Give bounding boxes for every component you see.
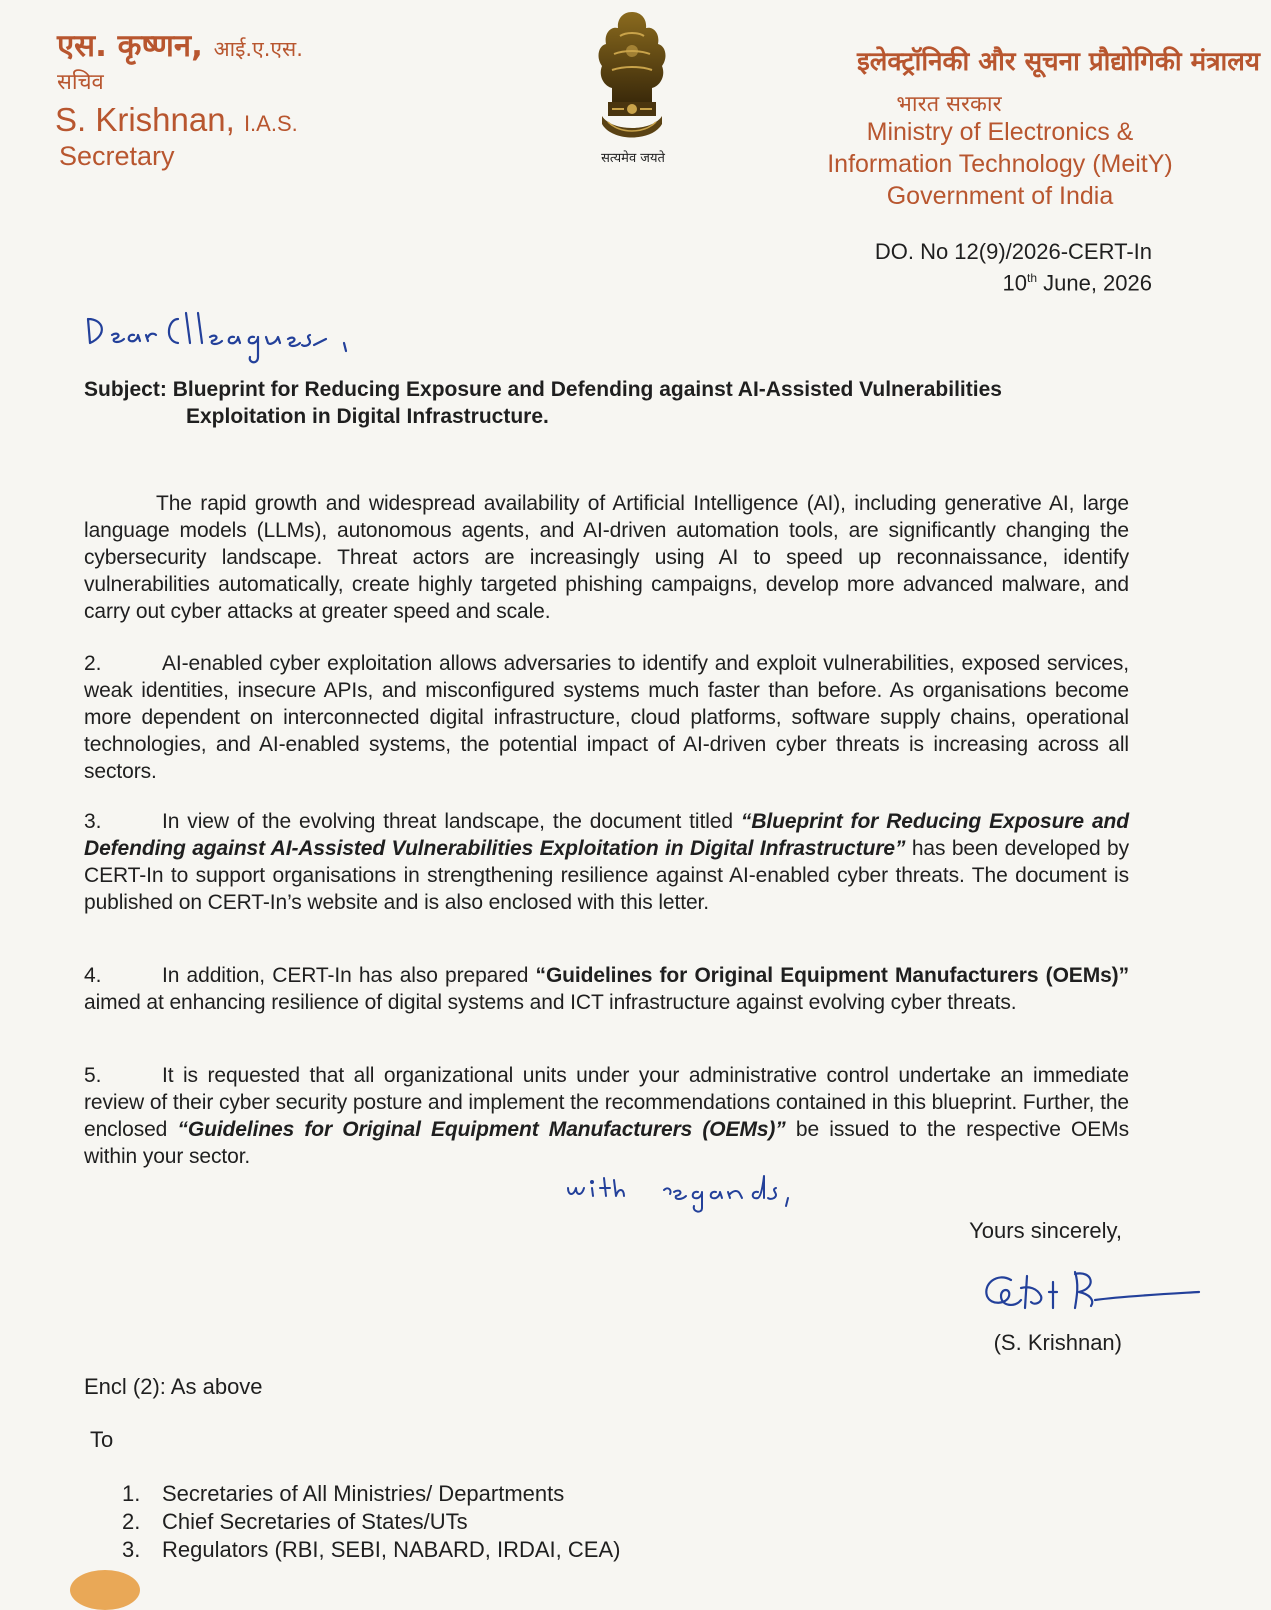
hindi-title: सचिव <box>57 70 104 95</box>
subject-text-line-2: Exploitation in Digital Infrastructure. <box>186 405 549 428</box>
closing: Yours sincerely, <box>969 1218 1122 1243</box>
english-name: S. Krishnan, I.A.S. <box>55 101 298 138</box>
to-label: To <box>90 1427 114 1452</box>
letter-date: 10th June, 2026 <box>1002 270 1152 296</box>
do-number: DO. No 12(9)/2026-CERT-In <box>874 239 1152 264</box>
ministry-line-2: Information Technology (MeitY) <box>827 150 1173 178</box>
enclosure-note: Encl (2): As above <box>84 1374 263 1399</box>
english-title: Secretary <box>59 141 175 171</box>
ministry-name-hindi: इलेक्ट्रॉनिकी और सूचना प्रौद्योगिकी मंत्रालय <box>856 47 1260 77</box>
paragraph-3: 3. In view of the evolving threat landscape, the document titled “Blueprint for Reducing Exposure and Defending against AI-Assisted Vulnerabilities Exploitation in Digital Infrastructure” has been developed by CERT-In to support organisations in strengthening resilience against AI-enabled cyber threats. The document is published on CERT-In’s website and is also enclosed with this letter. <box>84 810 1130 914</box>
subject-label: Subject: <box>84 378 173 401</box>
state-emblem-icon <box>582 6 682 146</box>
oem-guidelines-title: “Guidelines for Original Equipment Manufacturers (OEMs)” <box>535 964 1129 987</box>
signer-name: (S. Krishnan) <box>993 1330 1122 1355</box>
hindi-ias: आई.ए.एस. <box>213 37 303 61</box>
paragraph-number: 4. <box>84 964 102 987</box>
paragraph-5: 5. It is requested that all organizational units under your administrative control undertake an immediate review of their cyber security posture and implement the recommendations contained in this blueprint. Further, the enclosed “Guidelines for Original Equipment Manufacturers (OEMs)” be issued to the respective OEMs within your sector. <box>84 1064 1129 1168</box>
paragraph-number: 2. <box>84 652 102 675</box>
ministry-line-1: Ministry of Electronics & <box>866 118 1134 146</box>
government-name-hindi: भारत सरकार <box>896 92 1002 117</box>
recipient-list <box>122 1480 620 1564</box>
paragraph-2: 2. AI-enabled cyber exploitation allows adversaries to identify and exploit vulnerabilities, exposed services, weak identities, insecure APIs, and misconfigured systems much faster than before. As organisations become more dependent on interconnected digital infrastructure, cloud platforms, software supply chains, operational technologies, and AI-enabled systems, the potential impact of AI-driven cyber threats is increasing across all sectors. <box>84 652 1129 783</box>
list-item: 1. Secretaries of All Ministries/ Departments <box>122 1481 565 1506</box>
emblem-motto: सत्यमेव जयते <box>601 151 665 166</box>
ministry-name-english <box>790 116 1210 212</box>
paragraph-1: The rapid growth and widespread availability of Artificial Intelligence (AI), including generative AI, large language models (LLMs), autonomous agents, and AI-driven automation tools, are significantly changing the cybersecurity landscape. Threat actors are increasingly using AI to speed up reconnaissance, identify vulnerabilities automatically, create highly targeted phishing campaigns, develop more advanced malware, and carry out cyber attacks at greater speed and scale. <box>84 492 1129 623</box>
english-ias: I.A.S. <box>243 111 298 136</box>
subject-line <box>84 376 1144 430</box>
paragraph-number: 5. <box>84 1064 102 1087</box>
paragraph-number: 3. <box>84 810 102 833</box>
paragraph-4: 4. In addition, CERT-In has also prepared “Guidelines for Original Equipment Manufacturers (OEMs)” aimed at enhancing resilience of digital systems and ICT infrastructure against evolving cyber threats. <box>84 964 1129 1014</box>
blueprint-document-title: “Blueprint for Reducing Exposure and Defending against AI-Assisted Vulnerabilities Exploitation in Digital Infrastructure” <box>84 810 1129 860</box>
hindi-name: एस. कृष्णन, आई.ए.एस. <box>57 28 303 64</box>
signature <box>975 1262 1205 1340</box>
reference-block <box>760 238 1152 296</box>
ministry-line-3: Government of India <box>886 182 1114 210</box>
subject-text-line-1: Blueprint for Reducing Exposure and Defending against AI-Assisted Vulnerabilities <box>172 378 1002 401</box>
list-item: 3. Regulators (RBI, SEBI, NABARD, IRDAI, CEA) <box>122 1537 621 1562</box>
handwritten-regards <box>560 1170 840 1215</box>
list-item: 2. Chief Secretaries of States/UTs <box>122 1509 468 1534</box>
orange-corner-mark <box>70 1570 140 1610</box>
oem-guidelines-title: “Guidelines for Original Equipment Manufacturers (OEMs)” <box>177 1118 786 1141</box>
handwritten-salutation <box>82 305 402 373</box>
